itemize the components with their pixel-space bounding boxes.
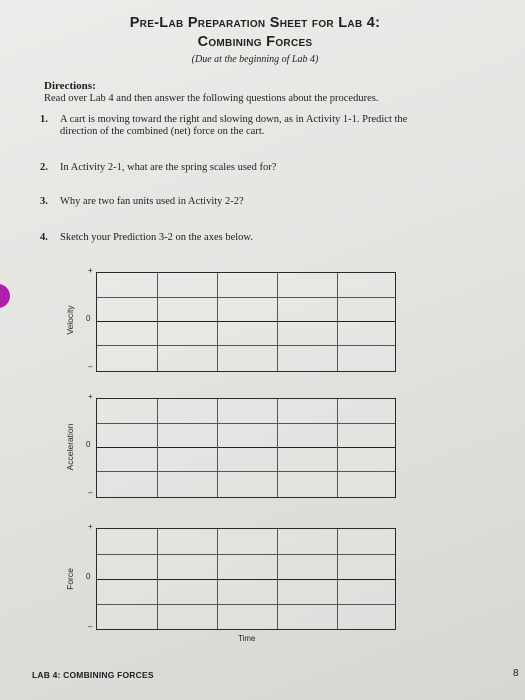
grid-line bbox=[97, 471, 395, 472]
time-axis-label: Time bbox=[238, 634, 256, 643]
page-title bbox=[60, 14, 450, 52]
force-graph[interactable] bbox=[96, 528, 396, 630]
directions-text: Read over Lab 4 and then answer the following questions about the procedures. bbox=[44, 93, 379, 104]
question-text: Sketch your Prediction 3-2 on the axes below. bbox=[60, 232, 253, 243]
page-number: 8 bbox=[513, 668, 519, 679]
zero-label: 0 bbox=[86, 440, 91, 449]
question-text: A cart is moving toward the right and slowing down, as in Activity 1-1. Predict the direction of the combined (net) force on the cart. bbox=[60, 114, 408, 137]
question-number: 1. bbox=[40, 114, 48, 125]
grid-line bbox=[97, 554, 395, 555]
grid-line bbox=[97, 423, 395, 424]
zero-label: 0 bbox=[86, 572, 91, 581]
plus-sign: + bbox=[88, 522, 93, 531]
plus-sign: + bbox=[88, 266, 93, 275]
grid-line bbox=[157, 399, 158, 497]
zero-line bbox=[97, 579, 395, 580]
zero-line bbox=[97, 321, 395, 322]
force-axis-label: Force bbox=[65, 568, 75, 590]
grid-line bbox=[97, 345, 395, 346]
grid-line bbox=[217, 273, 218, 371]
acceleration-axis-label: Acceleration bbox=[65, 423, 75, 471]
grid-line bbox=[337, 399, 338, 497]
grid-line bbox=[157, 529, 158, 629]
grid-line bbox=[157, 273, 158, 371]
grid-line bbox=[217, 399, 218, 497]
minus-sign: – bbox=[88, 622, 93, 631]
grid-line bbox=[97, 297, 395, 298]
grid-line bbox=[217, 529, 218, 629]
due-note: (Due at the beginning of Lab 4) bbox=[191, 54, 319, 65]
minus-sign: – bbox=[88, 488, 93, 497]
grid-line bbox=[277, 529, 278, 629]
minus-sign: – bbox=[88, 362, 93, 371]
question-text: Why are two fan units used in Activity 2-2? bbox=[60, 196, 244, 207]
directions-heading: Directions: bbox=[44, 80, 96, 92]
question-number: 4. bbox=[40, 232, 48, 243]
page-footer: LAB 4: COMBINING FORCES bbox=[32, 670, 154, 680]
title-line-1: Pre-Lab Preparation Sheet for Lab 4: bbox=[129, 15, 381, 31]
zero-line bbox=[97, 447, 395, 448]
grid-line bbox=[277, 399, 278, 497]
grid-line bbox=[337, 273, 338, 371]
grid-line bbox=[277, 273, 278, 371]
question-number: 2. bbox=[40, 162, 48, 173]
magenta-tab-shape bbox=[0, 284, 10, 308]
question-number: 3. bbox=[40, 196, 48, 207]
question-text: In Activity 2-1, what are the spring scales used for? bbox=[60, 162, 277, 173]
grid-line bbox=[337, 529, 338, 629]
velocity-graph[interactable] bbox=[96, 272, 396, 372]
title-line-2: Combining Forces bbox=[197, 34, 313, 50]
zero-label: 0 bbox=[86, 314, 91, 323]
plus-sign: + bbox=[88, 392, 93, 401]
velocity-axis-label: Velocity bbox=[65, 305, 75, 335]
grid-line bbox=[97, 604, 395, 605]
acceleration-graph[interactable] bbox=[96, 398, 396, 498]
